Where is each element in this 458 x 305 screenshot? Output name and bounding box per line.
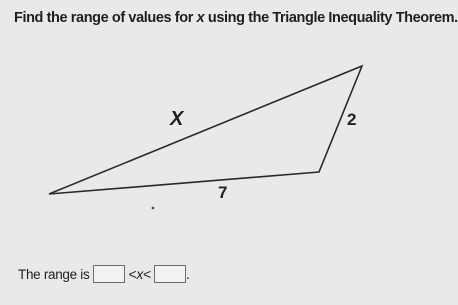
less-than-symbol-2: <	[143, 266, 151, 282]
question-prefix: Find the range of values for	[14, 10, 193, 26]
answer-row	[18, 263, 189, 285]
question-suffix: using the Triangle Inequality Theorem.	[207, 10, 458, 26]
side-label-7: 7	[218, 183, 228, 202]
less-than-symbol-1: <	[128, 266, 137, 282]
side-label-x: X	[170, 108, 184, 130]
stray-mark	[152, 207, 155, 210]
answer-prefix: The range is	[18, 266, 90, 282]
triangle-shape	[49, 66, 362, 194]
lower-bound-input[interactable]	[93, 265, 125, 283]
inequality-expression	[128, 266, 150, 282]
side-label-2: 2	[347, 110, 357, 129]
question-variable: x	[196, 10, 205, 26]
answer-variable: x	[136, 266, 144, 282]
upper-bound-input[interactable]	[154, 265, 186, 283]
answer-period: .	[185, 266, 190, 282]
